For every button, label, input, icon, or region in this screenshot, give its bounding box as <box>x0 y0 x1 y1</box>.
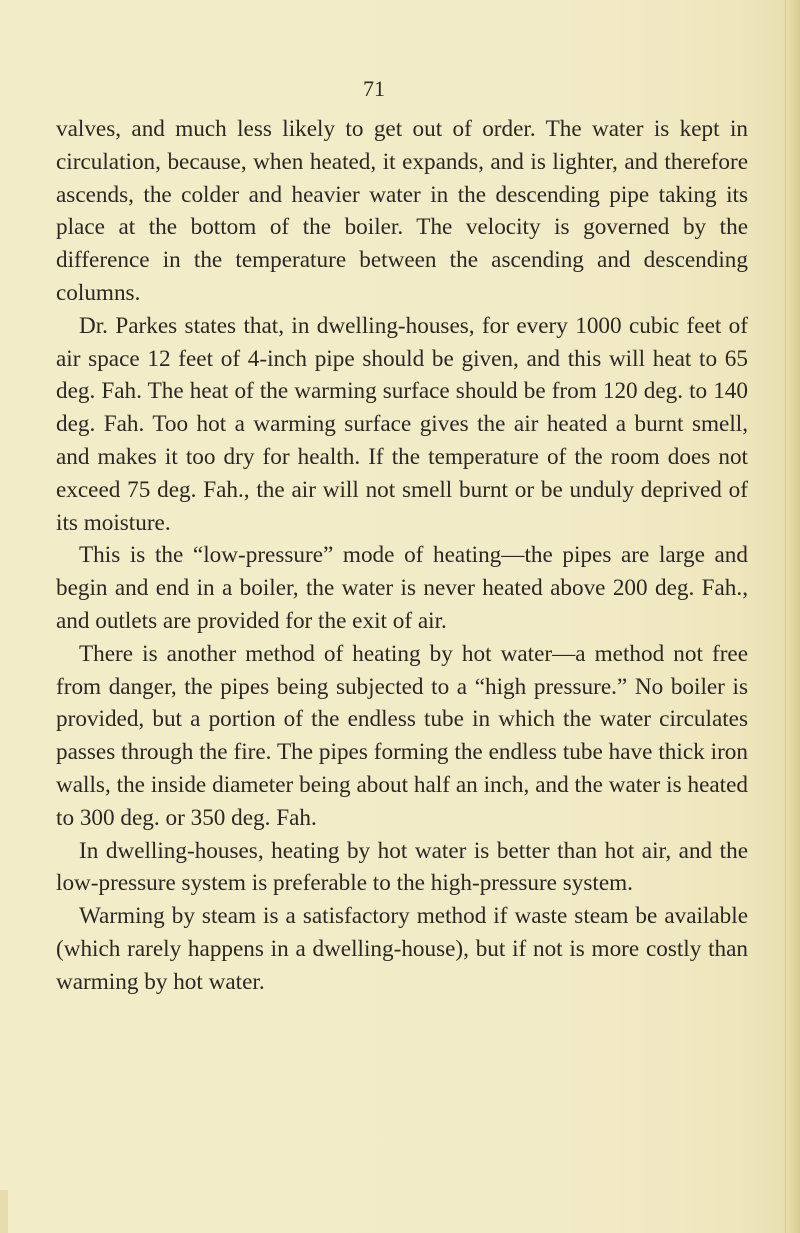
paragraph-circulation: valves, and much less likely to get out of order. The water is kept in circulation, because, when heated, it expands, and is lighter, and therefore ascends, the colder and heavier water in the descending pipe taking its place at the bottom of the boiler. The velocity is governed by the difference in the temperature between the ascending and descending columns. <box>56 116 748 306</box>
paragraph-high-pressure: There is another method of heating by hot water—a method not free from danger, the pipes being subjected to a “high pressure.” No boiler is provided, but a portion of the endless tube in which the water circulates passes through the fire. The pipes forming the endless tube have thick iron walls, the inside diameter being about half an inch, and the water is heated to 300 deg. or 350 deg. Fah. <box>56 640 748 831</box>
page-edge <box>785 0 800 1233</box>
page-corner-shadow <box>0 1190 8 1233</box>
paragraph-steam: Warming by steam is a satisfactory method if waste steam be available (which rarely happens in a dwelling-house), but if not is more costly than warming by hot water. <box>56 903 748 995</box>
page-number: 71 <box>363 76 385 101</box>
paragraph-low-pressure: This is the “low-pressure” mode of heating—the pipes are large and begin and end in a boiler, the water is never heated above 200 deg. Fah., and outlets are provided for the exit of air. <box>56 542 748 634</box>
paragraph-parkes: Dr. Parkes states that, in dwelling-houses, for every 1000 cubic feet of air space 12 feet of 4-inch pipe should be given, and this will heat to 65 deg. Fah. The heat of the warming surface should be from 120 deg. to 140 deg. Fah. Too hot a warming surface gives the air heated a burnt smell, and makes it too dry for health. If the temperature of the room does not exceed 75 deg. Fah., the air will not smell burnt or be unduly deprived of its moisture. <box>56 312 748 536</box>
paragraph-dwelling-houses: In dwelling-houses, heating by hot water is better than hot air, and the low-pressure system is preferable to the high-pressure system. <box>56 837 748 897</box>
body-text <box>56 113 748 999</box>
